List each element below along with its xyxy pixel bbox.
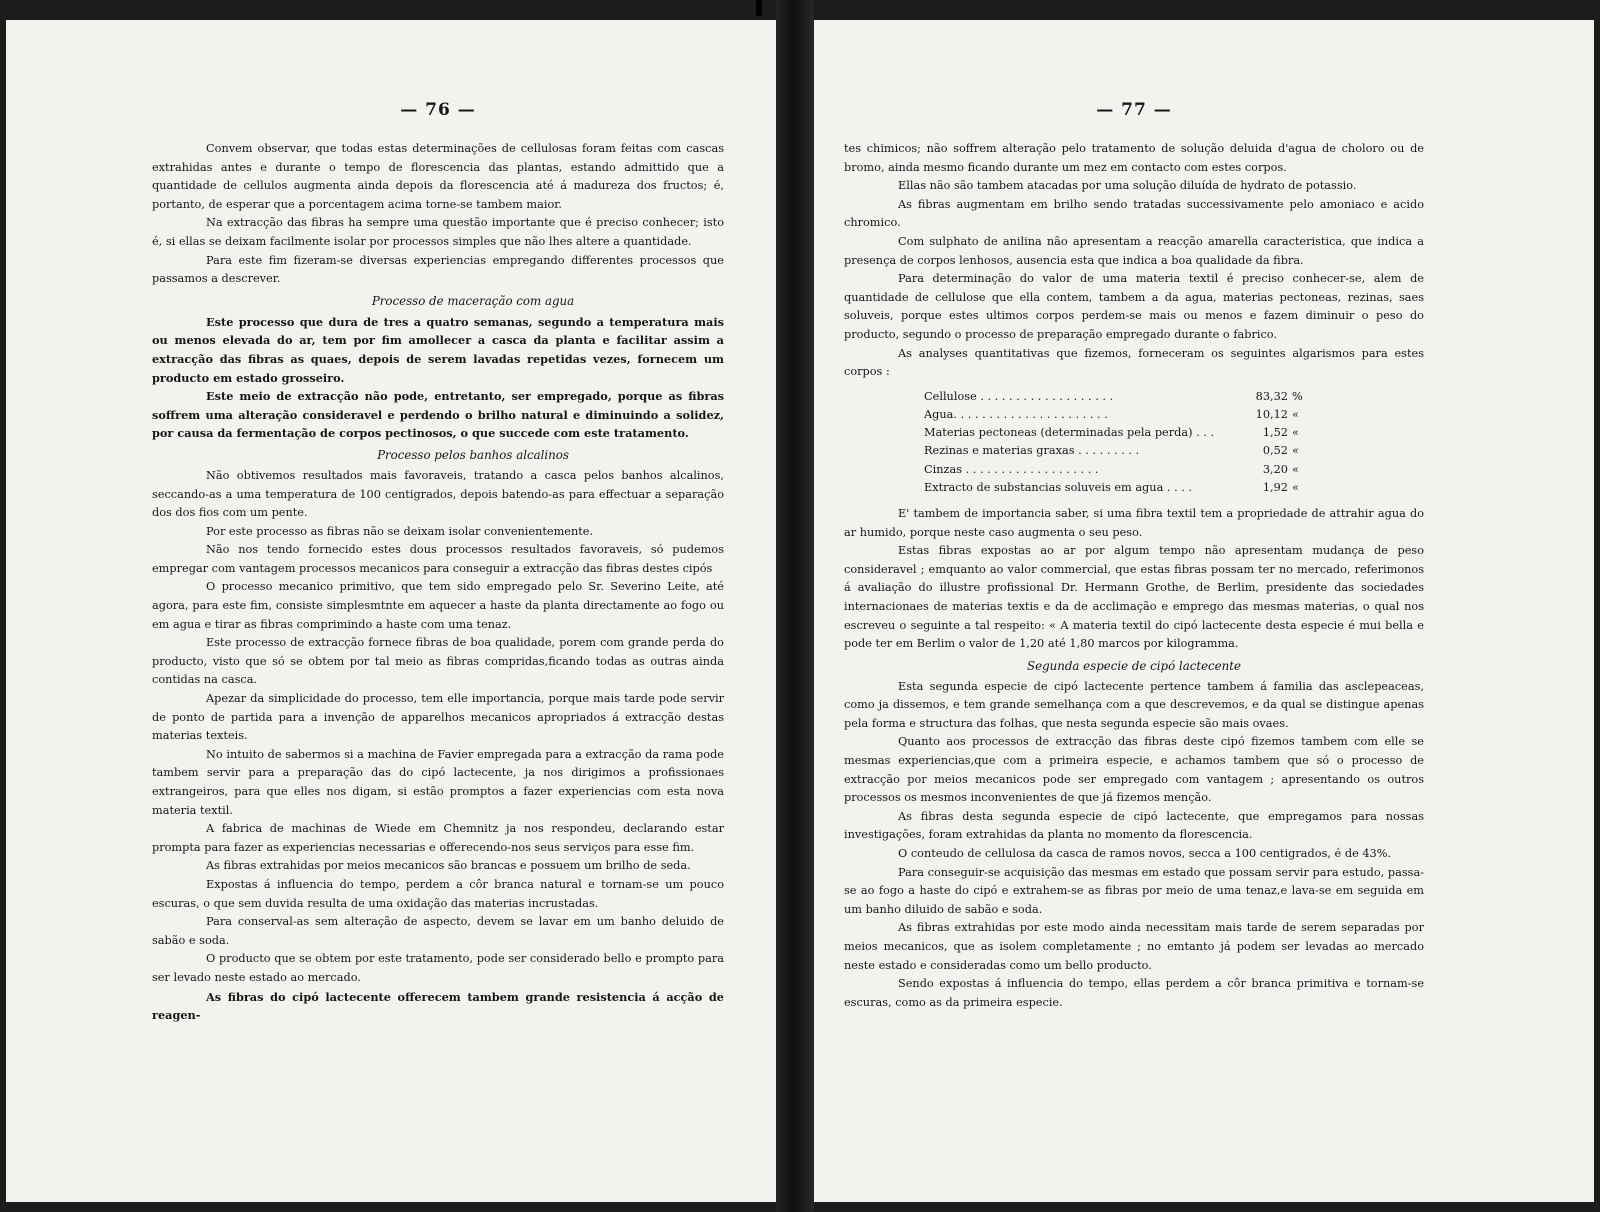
paragraph: tes chimicos; não soffrem alteração pelo tratamento de solução deluida d'agua de choloro ou de bromo, ainda mesmo ficando durante um mez em contacto com estes corpos. xyxy=(844,142,1424,174)
component-value: 10,12 xyxy=(1255,407,1288,421)
spine-mark xyxy=(756,0,762,16)
table-row xyxy=(924,406,1318,424)
paragraph: As fibras extrahidas por este modo ainda necessitam mais tarde de serem separadas por meios mecanicos, que as isolem completamente ; no emtanto já podem ser levadas ao mercado neste estado e consideradas como um bello producto. xyxy=(844,921,1424,972)
component-unit: « xyxy=(1292,462,1299,476)
paragraph: As fibras do cipó lactecente offerecem tambem grande resistencia á acção de reagen- xyxy=(152,989,724,1023)
paragraph: E' tambem de importancia saber, si uma fibra textil tem a propriedade de attrahir agua do ar humido, porque neste caso augmenta o seu peso. xyxy=(844,506,1424,539)
component-value: 3,20 xyxy=(1262,462,1288,476)
component-unit: « xyxy=(1292,480,1299,494)
paragraph: Apezar da simplicidade do processo, tem elle importancia, porque mais tarde pode servir de ponto de partida para a invenção de apparelhos mecanicos apropriados á extracção destas materias texteis. xyxy=(152,692,724,743)
paragraph: O conteudo de cellulosa da casca de ramos novos, secca a 100 centigrados, é de 43%. xyxy=(898,847,1392,861)
paragraph: Este processo de extracção fornece fibras de boa qualidade, porem com grande perda do producto, visto que só se obtem por tal meio as fibras compridas,ficando todas as outras ainda contidas na casca. xyxy=(152,636,724,687)
paragraph: Ellas não são tambem atacadas por uma solução diluída de hydrato de potassio. xyxy=(898,179,1357,193)
paragraph: Esta segunda especie de cipó lactecente pertence tambem á familia das asclepeaceas, como ja dissemos, e tem grande semelhança com a que descrevemos, e da qual se distingue apenas pela forma e structura das folhas, que nesta segunda especie são mais ovaes. xyxy=(844,679,1424,730)
paragraph: Quanto aos processos de extracção das fibras deste cipó fizemos tambem com elle se mesmas experiencias,que com a primeira especie, e achamos tambem que só o processo de extracção por meios mecanicos pode ser empregado com vantagem ; apresentando os outros processos os mesmos inconvenientes de que já fizemos menção. xyxy=(844,735,1424,805)
paragraph: Na extracção das fibras ha sempre uma questão importante que é preciso conhecer; isto é, si ellas se deixam facilmente isolar por processos simples que não lhes altere a quantidade. xyxy=(152,216,724,248)
paragraph: As analyses quantitativas que fizemos, forneceram os seguintes algarismos para estes corpos : xyxy=(844,346,1424,379)
component-unit: « xyxy=(1292,407,1299,421)
paragraph: Estas fibras expostas ao ar por algum tempo não apresentam mudança de peso consideravel ; emquanto ao valor commercial, que estas fibras possam ter no mercado, referimonos á avaliação do illustre profissional Dr. Hermann Grothe, de Berlim, presidente das sociedades internacionaes de materias textis e da de acclimação e emprego das mesmas materias, o qual nos escreveu o seguinte a tal respeito: « A materia textil do cipó lactecente desta especie é mui bella e pode ter em Berlim o valor de 1,20 até 1,80 marcos por kilogramma. xyxy=(844,544,1424,651)
component-value: 1,52 xyxy=(1262,426,1288,440)
component-label: Cinzas . . . . . . . . . . . . . . . . . . . xyxy=(924,462,1099,476)
paragraph: Por este processo as fibras não se deixam isolar convenientemente. xyxy=(206,524,594,538)
paragraph: As fibras extrahidas por meios mecanicos são brancas e possuem um brilho de seda. xyxy=(206,859,691,873)
paragraph: No intuito de sabermos si a machina de Favier empregada para a extracção da rama pode tambem servir para a preparação das do cipó lactecente, ja nos dirigimos a profissionaes extrangeiros, para que elles nos digam, si estão promptos a fazer experiencias com esta nova materia textil. xyxy=(152,747,724,817)
left-page xyxy=(6,20,776,1202)
table-row xyxy=(924,461,1318,479)
component-unit: « xyxy=(1292,444,1299,458)
paragraph: Não obtivemos resultados mais favoraveis, tratando a casca pelos banhos alcalinos, seccando-as a uma temperatura de 100 centigrados, depois batendo-as para effectuar a separação dos dos fios com um pente. xyxy=(152,468,724,520)
page-number: — 77 — xyxy=(1096,100,1172,120)
paragraph: Para este fim fizeram-se diversas experiencias empregando differentes processos que passamos a descrever. xyxy=(152,253,724,286)
component-label: Agua. . . . . . . . . . . . . . . . . . . . . . xyxy=(924,407,1108,421)
section-heading: Segunda especie de cipó lactecente xyxy=(1027,658,1241,673)
component-label: Extracto de substancias soluveis em agua . . . . xyxy=(924,480,1193,494)
component-value: 1,92 xyxy=(1262,480,1288,494)
paragraph: As fibras desta segunda especie de cipó lactecente, que empregamos para nossas investigações, foram extrahidas da planta no momento da florescencia. xyxy=(844,809,1424,842)
paragraph: Com sulphato de anilina não apresentam a reacção amarella caracteristica, que indica a presença de corpos lenhosos, ausencia esta que indica a boa qualidade da fibra. xyxy=(844,234,1424,267)
paragraph: Expostas á influencia do tempo, perdem a côr branca natural e tornam-se um pouco escuras, o que sem duvida resulta de uma oxidação das materias incrustadas. xyxy=(152,877,724,910)
table-row xyxy=(924,479,1318,497)
paragraph: Este meio de extracção não pode, entretanto, ser empregado, porque as fibras soffrem uma alteração consideravel e perdendo o brilho natural e diminuindo a solidez, por causa da fermentação de corpos pectinosos, o que succede com este tratamento. xyxy=(152,389,724,441)
component-unit: « xyxy=(1292,426,1299,440)
right-page xyxy=(814,20,1594,1202)
paragraph: Este processo que dura de tres a quatro semanas, segundo a temperatura mais ou menos elevada do ar, tem por fim amollecer a casca da planta e facilitar assim a extracção das fibras as quaes, depois de serem lavadas repetidas vezes, fornecem um producto em estado grosseiro. xyxy=(152,314,724,385)
page-number: — 76 — xyxy=(400,100,476,120)
paragraph: A fabrica de machinas de Wiede em Chemnitz ja nos respondeu, declarando estar prompta para fazer as experiencias necessarias e offerecendo-nos seus serviços para esse fim. xyxy=(152,822,724,854)
paragraph: Para conseguir-se acquisição das mesmas em estado que possam servir para estudo, passa-se ao fogo a haste do cipó e extrahem-se as fibras por meio de uma tenaz,e lava-se em seguida em um banho diluido de sabão e soda. xyxy=(844,865,1424,916)
table-row xyxy=(924,424,1318,442)
paragraph: O producto que se obtem por este tratamento, pode ser considerado bello e prompto para ser levado neste estado ao mercado. xyxy=(152,952,724,984)
component-value: 0,52 xyxy=(1262,444,1288,458)
table-row xyxy=(924,388,1318,406)
section-heading: Processo pelos banhos alcalinos xyxy=(377,447,569,462)
component-value: 83,32 xyxy=(1255,389,1288,403)
book-gutter xyxy=(776,0,814,1212)
table-row xyxy=(924,442,1318,460)
component-label: Rezinas e materias graxas . . . . . . . . . xyxy=(924,444,1140,458)
component-label: Materias pectoneas (determinadas pela perda) . . . xyxy=(924,426,1215,440)
section-heading: Processo de maceração com agua xyxy=(371,293,575,308)
paragraph: Sendo expostas á influencia do tempo, ellas perdem a côr branca primitiva e tornam-se escuras, como as da primeira especie. xyxy=(844,977,1424,1009)
component-unit: % xyxy=(1292,389,1303,403)
component-label: Cellulose . . . . . . . . . . . . . . . . . . . xyxy=(924,389,1114,403)
paragraph: O processo mecanico primitivo, que tem sido empregado pelo Sr. Severino Leite, até agora, para este fim, consiste simplesmtnte em aquecer a haste da planta directamente ao fogo ou em agua e tirar as fibras comprimindo a haste com uma tenaz. xyxy=(152,580,724,631)
paragraph: Convem observar, que todas estas determinações de cellulosas foram feitas com cascas extrahidas antes e durante o tempo de florescencia das plantas, estando admittido que a quantidade de cellulos augmenta ainda depois da florescencia até á madureza dos fructos; é, portanto, de esperar que a porcentagem acima torne-se tambem maior. xyxy=(152,142,724,211)
composition-table xyxy=(924,388,1318,497)
paragraph: Para conserval-as sem alteração de aspecto, devem se lavar em um banho deluido de sabão e soda. xyxy=(152,915,724,947)
paragraph: As fibras augmentam em brilho sendo tratadas successivamente pelo amoniaco e acido chromico. xyxy=(844,197,1424,230)
paragraph: Não nos tendo fornecido estes dous processos resultados favoraveis, só pudemos empregar com vantagem processos mecanicos para conseguir a extracção das fibras destes cipós xyxy=(152,543,724,575)
paragraph: Para determinação do valor de uma materia textil é preciso conhecer-se, alem de quantidade de cellulose que ella contem, tambem a da agua, materias pectoneas, rezinas, saes soluveis, porque estes ultimos corpos perdem-se mais ou menos e fazem diminuir o peso do producto, segundo o processo de preparação empregado durante o fabrico. xyxy=(844,272,1424,341)
